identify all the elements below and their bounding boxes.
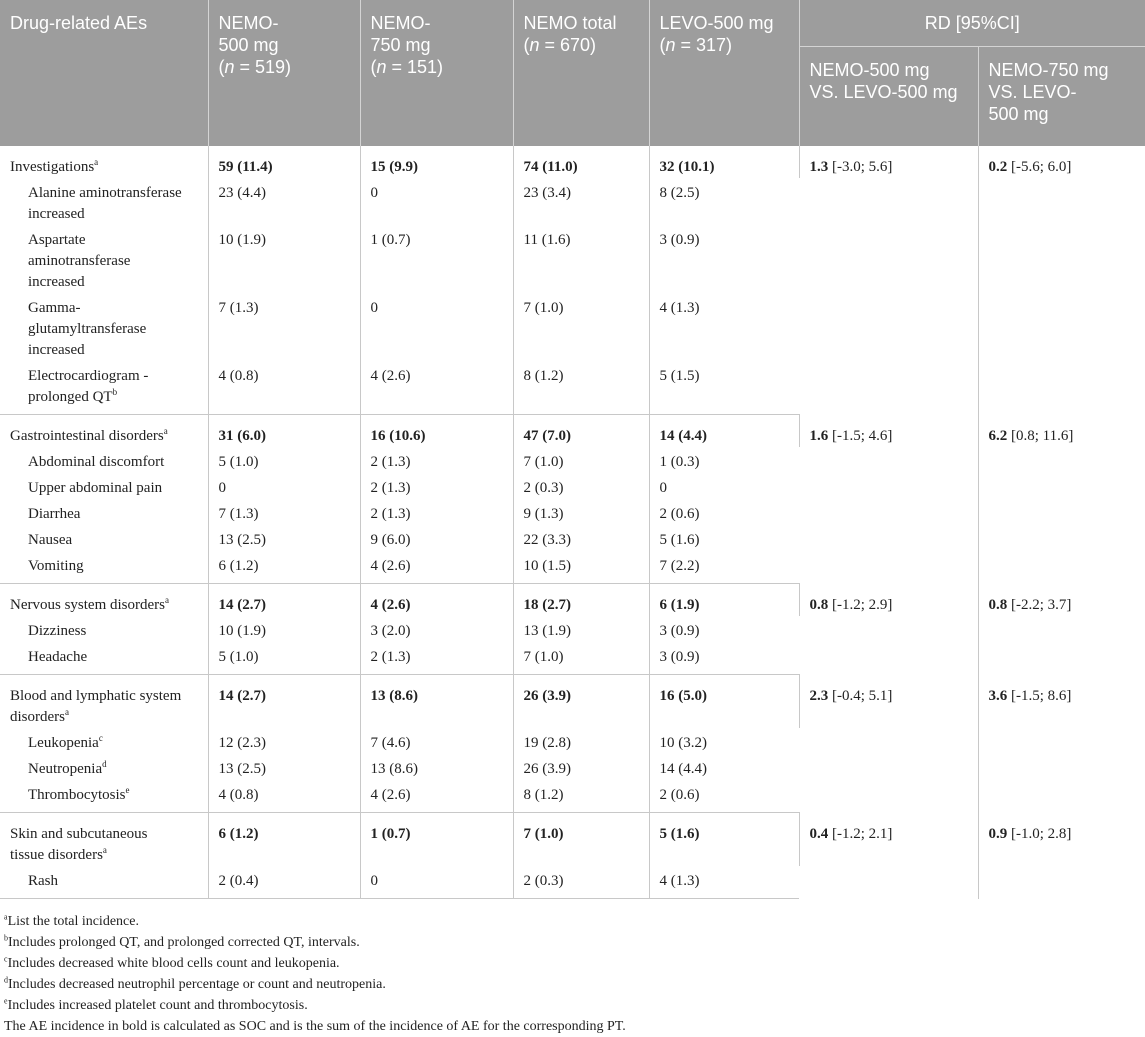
pt-name: Vomiting [0, 551, 208, 584]
cell-value: 8 (1.2) [513, 780, 649, 813]
cell-value: 14 (4.4) [649, 415, 799, 448]
cell-value: 26 (3.9) [513, 754, 649, 780]
cell-value: 5 (1.0) [208, 447, 360, 473]
pt-name: Neutropenia$^d$ [0, 754, 208, 780]
cell-value: 10 (1.5) [513, 551, 649, 584]
table-row-soc [0, 415, 1145, 448]
cell-value: 4 (2.6) [360, 780, 513, 813]
footnote-e: $^e$Includes increased platelet count and thrombocytosis. [4, 996, 308, 1013]
cell-value: 10 (1.9) [208, 616, 360, 642]
cell-value: 10 (3.2) [659, 735, 707, 751]
table-row-soc [0, 584, 1145, 617]
cell-value: 6 (1.2) [208, 551, 360, 584]
cell-value: 0 [360, 866, 513, 899]
cell-value: 7 (1.0) [513, 293, 649, 361]
cell-value: 15 (9.9) [360, 146, 513, 178]
cell-value: 1 (0.7) [360, 225, 513, 293]
cell-value: 3 (0.9) [659, 232, 700, 248]
pt-name: Abdominal discomfort [0, 447, 208, 473]
table-row-soc [0, 675, 1145, 729]
header-rd-nemo500-vs-levo500: NEMO-500 mg VS. LEVO-500 mg [799, 47, 978, 147]
header-rd-nemo750-vs-levo500: NEMO-750 mg VS. LEVO- 500 mg [978, 47, 1145, 147]
cell-value: 47 (7.0) [513, 415, 649, 448]
header-rd-95ci: RD [95%CI] [799, 0, 1145, 47]
footnote-d: $^d$Includes decreased neutrophil percentage or count and neutropenia. [4, 975, 386, 992]
cell-value: 4 (0.8) [208, 780, 360, 813]
cell-value: 16 (10.6) [360, 415, 513, 448]
cell-value: 19 (2.8) [513, 728, 649, 754]
cell-value: 1 (0.3) [659, 454, 700, 470]
cell-value: 16 (5.0) [649, 675, 799, 729]
cell-value: 12 (2.3) [208, 728, 360, 754]
cell-value: 5 (1.6) [659, 532, 700, 548]
cell-value: 2 (0.4) [208, 866, 360, 899]
pt-name: Electrocardiogram - prolonged $QT^b$ [0, 361, 208, 415]
cell-value: 13 (8.6) [360, 675, 513, 729]
cell-value: 3 (2.0) [360, 616, 513, 642]
footnote-c: $^c$Includes decreased white blood cells count and leukopenia. [4, 954, 340, 971]
cell-value: 10 (1.9) [208, 225, 360, 293]
cell-value: 4 (0.8) [208, 361, 360, 415]
cell-value: 5 (1.6) [649, 813, 799, 867]
soc-name: Gastrointestinal disorders$^a$ [0, 415, 208, 448]
cell-value: 0 [659, 480, 667, 496]
footnotes [4, 911, 1139, 1037]
cell-value: 7 (1.0) [513, 642, 649, 675]
cell-value: 7 (1.0) [513, 447, 649, 473]
cell-value: 13 (2.5) [208, 525, 360, 551]
cell-value: 0 [360, 178, 513, 225]
table-header [0, 0, 1145, 146]
cell-value: 13 (1.9) [513, 616, 649, 642]
cell-value: 4 (1.3) [659, 300, 700, 316]
cell-value: 2 (1.3) [360, 499, 513, 525]
cell-value: 5 (1.0) [208, 642, 360, 675]
cell-value: 2 (0.3) [513, 473, 649, 499]
pt-name: Diarrhea [0, 499, 208, 525]
cell-value: 23 (3.4) [513, 178, 649, 225]
table-row-soc [0, 813, 1145, 867]
cell-rd: 0.9 [-1.0; 2.8] [988, 825, 1072, 842]
soc-name: Blood and lymphatic system disorders$^a$ [0, 675, 208, 729]
cell-rd: 1.3 [-3.0; 5.6] [799, 146, 978, 415]
cell-value: 4 (2.6) [360, 551, 513, 584]
cell-rd: 6.2 [0.8; 11.6] [988, 427, 1074, 444]
cell-value: 4 (1.3) [649, 866, 799, 899]
cell-value: 13 (8.6) [360, 754, 513, 780]
cell-value: 1 (0.7) [360, 813, 513, 867]
soc-name: Investigations$^a$ [0, 146, 208, 178]
header-nemo-total: NEMO total (n = 670) [513, 0, 649, 146]
pt-name: Nausea [0, 525, 208, 551]
cell-value: 2 (1.3) [360, 473, 513, 499]
cell-value: 2 (1.3) [360, 642, 513, 675]
cell-rd: 1.6 [-1.5; 4.6] [799, 415, 978, 584]
pt-name: Aspartate aminotransferase increased [0, 225, 208, 293]
cell-value: 26 (3.9) [513, 675, 649, 729]
cell-rd: 0.8 [-2.2; 3.7] [988, 596, 1072, 613]
cell-value: 9 (1.3) [513, 499, 649, 525]
cell-value: 14 (2.7) [208, 584, 360, 617]
cell-value: 7 (4.6) [360, 728, 513, 754]
pt-name: Thrombocytosis$^e$ [0, 780, 208, 813]
cell-value: 6 (1.2) [208, 813, 360, 867]
cell-rd: 3.6 [-1.5; 8.6] [988, 687, 1072, 704]
footnote-a: $^a$List the total incidence. [4, 912, 139, 929]
cell-value: 8 (1.2) [513, 361, 649, 415]
cell-value: 14 (2.7) [208, 675, 360, 729]
pt-name: Upper abdominal pain [0, 473, 208, 499]
table-body [0, 146, 1145, 899]
table-row-soc [0, 146, 1145, 178]
footnote-bold-note: The AE incidence in bold is calculated as SOC and is the sum of the incidence of AE for the corresponding PT. [4, 1019, 626, 1034]
header-nemo-750: NEMO- 750 mg (n = 151) [360, 0, 513, 146]
cell-value: 2 (0.6) [649, 780, 799, 813]
footnote-b: $^b$Includes prolonged QT, and prolonged corrected QT, intervals. [4, 933, 360, 950]
cell-value: 6 (1.9) [649, 584, 799, 617]
pt-name: Rash [0, 866, 208, 899]
pt-name: Leukopenia$^c$ [0, 728, 208, 754]
cell-value: 0 [360, 293, 513, 361]
cell-value: 23 (4.4) [208, 178, 360, 225]
cell-value: 22 (3.3) [513, 525, 649, 551]
cell-value: 2 (0.3) [513, 866, 649, 899]
cell-value: 4 (2.6) [360, 584, 513, 617]
cell-value: 2 (0.6) [659, 506, 700, 522]
cell-value: 31 (6.0) [208, 415, 360, 448]
cell-value: 2 (1.3) [360, 447, 513, 473]
cell-value: 3 (0.9) [649, 642, 799, 675]
header-drug-related-aes: Drug-related AEs [0, 0, 208, 146]
soc-name: Skin and subcutaneous tissue disorders$^a$ [0, 813, 208, 867]
pt-name: Gamma- glutamyltransferase increased [0, 293, 208, 361]
cell-value: 7 (1.3) [208, 499, 360, 525]
pt-name: Alanine aminotransferase increased [0, 178, 208, 225]
cell-value: 7 (1.0) [513, 813, 649, 867]
cell-value: 9 (6.0) [360, 525, 513, 551]
pt-name: Dizziness [0, 616, 208, 642]
cell-value: 5 (1.5) [649, 361, 799, 415]
cell-value: 74 (11.0) [513, 146, 649, 178]
cell-value: 11 (1.6) [513, 225, 649, 293]
cell-rd: 0.8 [-1.2; 2.9] [799, 584, 978, 675]
cell-value: 18 (2.7) [513, 584, 649, 617]
header-levo-500: LEVO-500 mg (n = 317) [649, 0, 799, 146]
cell-rd: 0.2 [-5.6; 6.0] [988, 159, 1072, 175]
cell-value: 7 (2.2) [649, 551, 799, 584]
cell-value: 59 (11.4) [208, 146, 360, 178]
cell-value: 3 (0.9) [659, 623, 700, 639]
cell-value: 14 (4.4) [659, 761, 707, 777]
cell-value: 7 (1.3) [208, 293, 360, 361]
cell-rd: 0.4 [-1.2; 2.1] [799, 813, 978, 899]
cell-value: 32 (10.1) [649, 146, 799, 178]
cell-value: 8 (2.5) [659, 185, 700, 201]
soc-name: Nervous system disorders$^a$ [0, 584, 208, 617]
pt-name: Headache [0, 642, 208, 675]
header-nemo-500: NEMO- 500 mg (n = 519) [208, 0, 360, 146]
cell-value: 0 [208, 473, 360, 499]
cell-value: 4 (2.6) [360, 361, 513, 415]
cell-rd: 2.3 [-0.4; 5.1] [799, 675, 978, 813]
cell-value: 13 (2.5) [208, 754, 360, 780]
